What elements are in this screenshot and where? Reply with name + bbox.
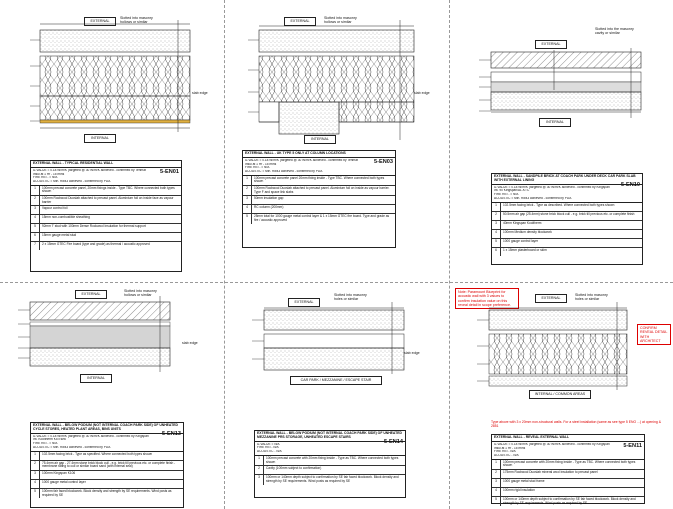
table-row: [31, 196, 181, 206]
row-number: 2: [255, 466, 264, 474]
desc-line: Insul at 1 Hr - 15 mins: [245, 162, 277, 166]
row-text: 100mm fair faced blockwork. Block density and strength by SE requirements. Wind posts as required by SE: [42, 488, 172, 497]
table-row: [492, 488, 644, 497]
spec-table: [254, 430, 406, 498]
desc-line: ACOUSTIC = Min. Rw43 achieved - confirmed by PDA: [33, 445, 111, 449]
table-row: [31, 452, 183, 461]
table-row: [243, 214, 395, 223]
callout-note: Slotted into masonry hollows or similar: [124, 289, 157, 297]
external-label: EXTERNAL: [535, 294, 567, 303]
spec-title: EXTERNAL WALL - UK TYPE 5 ONLY AT COLUMN LOCATIONS: [243, 151, 395, 158]
spec-title: EXTERNAL WALL - BELOW PODIUM (NOT INTERNAL COACH PARK SIDE) OF UNHEATED MEZZANINE PRS STORAGE, UNHEATED ESCAPE STAIRS: [255, 431, 405, 442]
external-label: EXTERNAL: [535, 40, 567, 49]
slab-edge-label: slab edge: [192, 91, 208, 95]
row-number: 1: [255, 456, 264, 465]
table-row: [31, 224, 181, 233]
internal-label: CAR PARK / MEZZANINE / ESCAPE STAIR: [290, 376, 382, 385]
callout-note: Slotted into masonry hollows or similar: [324, 16, 357, 24]
desc-line: FIRE REI - = N/A: [245, 166, 270, 170]
table-row: [31, 242, 181, 250]
table-row: [492, 212, 642, 221]
table-row: [492, 479, 644, 488]
table-row: [492, 221, 642, 230]
spec-desc: [31, 434, 183, 452]
row-text: 92mm 'I' stud with 100mm Dense Rockwool Insulation for thermal support: [42, 224, 146, 229]
wall-section-drawing: [449, 0, 673, 160]
table-row: [31, 233, 181, 242]
row-number: 3: [31, 471, 40, 479]
desc-line: Int. 90 Kingspan/AL-KTC: [494, 189, 530, 193]
desc-line: Insul at 1 Hr - 15 mins: [494, 446, 526, 450]
row-text: 100mm Kingspan K106: [42, 470, 76, 475]
row-number: 5: [31, 224, 40, 232]
internal-label: INTERNAL / COMMON AREAS: [529, 390, 591, 399]
table-row: [492, 239, 642, 248]
row-text: 1000 gauge metal control layer: [42, 479, 86, 484]
desc-line: FIRE REI - = N/A: [33, 442, 58, 446]
desc-line: U-VALUE = 0.18 W/m²K (targeted @ 30 W/m²K achieved - confirmed by Tenmat: [33, 168, 146, 172]
row-text: 50.5mm air gap (25.4mm) stone brick block cull - e.g. brick till previous etc. or complete finish: [503, 211, 635, 216]
spec-table: [30, 422, 184, 508]
callout-note: Slotted into masonry holes or similar: [575, 293, 608, 301]
spec-table: [491, 434, 645, 504]
desc-line: FIRE REI - N/A: [494, 450, 516, 454]
row-number: 2: [243, 186, 252, 195]
desc-line: U-VALUE = 0.18 W/m²K (targeted @ 30 W/m²K achieved - confirmed by Kingspan: [494, 185, 610, 189]
desc-line: ACOUSTIC - N/A: [257, 450, 282, 454]
spec-table: [242, 150, 396, 248]
external-label: EXTERNAL: [84, 17, 116, 26]
row-text: 100mm rigid insulation: [503, 487, 535, 492]
table-row: [492, 203, 642, 212]
spec-desc: [492, 442, 644, 460]
detail-panel-5-en03: [224, 0, 449, 282]
row-text: Vapour control foil: [42, 206, 68, 211]
desc-line: ACOUSTIC = Min. Rw43 achieved - confirmed by PDA: [494, 196, 572, 200]
spec-desc: [31, 168, 181, 186]
desc-line: FIRE REI - = N/A: [494, 193, 519, 197]
callout-note: Slotted into masonry holes or similar: [334, 293, 367, 301]
table-row: [255, 475, 405, 484]
desc-line: ACOUSTIC = Min. Rw43 achieved - confirmed by PDA: [33, 179, 111, 183]
red-note: Note: Paramount Blueprint for acoustic wall with 3 values to confirm insulation value on this reveal detail in scope preference.: [455, 288, 519, 309]
spec-code: 5-EN13: [162, 431, 181, 437]
internal-label: INTERNAL: [84, 134, 116, 143]
spec-code: 5-EN01: [160, 169, 179, 175]
spec-code: 5-EN14: [384, 439, 403, 445]
row-number: 3: [31, 206, 40, 214]
row-number: 4: [31, 215, 40, 223]
row-number: 6: [31, 233, 40, 241]
desc-line: U-VALUE = N/A: [257, 442, 280, 446]
row-text: 1 x 15mm plasterboard or skim: [503, 247, 547, 252]
spec-code: 5-EN11: [623, 443, 642, 449]
row-text: 100mm precast concrete panel, 20mm fixings inside - Type TBC. Where connected both types shown: [42, 185, 175, 194]
table-row: [31, 471, 183, 480]
table-row: [255, 456, 405, 466]
desc-line: Int. Kooltherm K5 EWB: [33, 438, 66, 442]
callout-note: Slotted into masonry hollows or similar: [120, 16, 153, 24]
row-number: 2: [492, 470, 501, 478]
spec-title: EXTERNAL WALL - SANDPILE BRICK AT COACH PARK UNDER DECK CAR PARK SLAB WITH EXTERNAL LINING: [492, 174, 642, 185]
table-row: [31, 215, 181, 224]
spec-table: [30, 160, 182, 272]
row-number: 2: [492, 212, 501, 220]
detail-panel-5-en10: [449, 0, 673, 282]
row-text: 100mm precast concrete with 20mm fixing inside - Type as TBC. Where connected both types shown: [266, 455, 399, 464]
slab-edge-label: slab edge: [182, 341, 198, 345]
row-text: 1000 gauge metal stud frame: [503, 478, 545, 483]
row-text: 15mm gauge metal stud: [42, 233, 77, 238]
row-number: 3: [243, 196, 252, 204]
row-text: 100mm precast concrete with 20mm fixing inside - Type as TBC. Where connected both types shown: [503, 459, 636, 468]
red-bottom-note: Type above with 3 x 20mm non-structural walls. For a steel installation (same as see type 5 ENO ...) at opening & 2851: [491, 420, 661, 429]
row-number: 3: [492, 479, 501, 487]
table-row: [492, 460, 644, 470]
spec-title: EXTERNAL WALL - BELOW PODIUM (NOT INTERNAL COACH PARK SIDE) OF UNHEATED CYCLE STORES, HEATED PLANT AREAS, BINS UNITS: [31, 423, 183, 434]
internal-label: INTERNAL: [304, 135, 336, 144]
row-number: 4: [492, 488, 501, 496]
row-text: 102.5mm facing brick - Type as described. Where connected both types shown: [503, 202, 615, 207]
row-text: RC column (200mm): [254, 205, 284, 210]
detail-panel-5-en11: [449, 282, 673, 509]
table-row: [31, 461, 183, 471]
red-side-note: CONFIRM REVEAL DETAIL WITH ARCHITECT: [637, 324, 671, 345]
spec-desc: [492, 185, 642, 203]
row-text: 75.4mm air gap - 27.4mm stone brick block cull - e.g. brick till previous etc. or complete finish - membrane rating to cull or similar board sand (with internal seal): [42, 460, 176, 469]
row-text: 100mm precast concrete panel 20mm fixing inside - Type TBC. Where connected both types shown: [254, 175, 385, 184]
row-text: 102.5mm facing brick - Type as specified. Where connected both types shown: [42, 451, 153, 456]
row-text: 25mm total for 1000 gauge metal control layer & 1 x 15mm GTEC fire board. Type and grade as fire / acoustic approved: [254, 214, 390, 222]
spec-code: 5-EN10: [621, 182, 640, 188]
desc-line: U-VALUE = 0.18 W/m²K (targeted @ 30 W/m²K achieved - confirmed by Tenmat: [245, 158, 358, 162]
desc-line: FIRE REI - = N/A: [33, 176, 58, 180]
row-text: 100mm Rockwool Duoslab attached to precast panel. Aluminium foil on inside as vapour barrier. Type F and space link slabs: [254, 185, 390, 194]
row-text: 175mm Rockwool Duoslab mineral wool insulation to precast panel: [503, 469, 598, 474]
table-row: [31, 206, 181, 215]
row-text: Cavity (100mm subject to confirmation): [266, 466, 322, 471]
row-number: 2: [31, 196, 40, 205]
detail-panel-5-en14: [224, 282, 449, 509]
table-row: [243, 176, 395, 186]
row-number: 1: [243, 176, 252, 185]
slab-edge-label: slab edge: [404, 351, 420, 355]
table-row: [243, 205, 395, 214]
row-number: 3: [255, 475, 264, 484]
spec-desc: [255, 442, 405, 456]
table-row: [243, 186, 395, 196]
row-number: 2: [31, 461, 40, 470]
table-row: [31, 489, 183, 498]
wall-section-drawing: [0, 282, 224, 392]
row-text: 2 x 15mm GTEC Fire board (type and grade) as thermal / acoustic approved: [42, 242, 150, 247]
row-number: 5: [492, 497, 501, 506]
row-number: 1: [31, 452, 40, 460]
wall-section-drawing: [224, 0, 449, 160]
table-row: [31, 186, 181, 196]
slab-edge-label: slab edge: [414, 91, 430, 95]
desc-line: U-VALUE = 0.18 W/m²K (targeted @ 30 W/m²K achieved - confirmed by Kingspan: [33, 434, 149, 438]
row-number: 7: [31, 242, 40, 250]
desc-line: Insul at 1 Hr - 15 mins: [33, 172, 65, 176]
spec-desc: [243, 158, 395, 176]
external-label: EXTERNAL: [284, 17, 316, 26]
row-text: 100mm Medium density blockwork: [503, 229, 552, 234]
row-text: 1000 gauge control layer: [503, 238, 539, 243]
row-number: 5: [243, 214, 252, 223]
row-text: 100mm Rockwool Duoslab attached to precast panel. Aluminium foil on inside face as vapour barrier: [42, 195, 174, 204]
row-text: 100mm or 140mm depth subject to confirmation by SE fair faced blockwork. Block density and strength by SE requirements. Wind posts as required by SE: [266, 475, 399, 483]
row-number: 1: [31, 186, 40, 195]
table-row: [492, 470, 644, 479]
spec-title: EXTERNAL WALL - REVEAL EXTERNAL WALL: [492, 435, 644, 442]
table-row: [492, 230, 642, 239]
desc-line: FIRE REI - N/A: [257, 446, 279, 450]
spec-table: [491, 173, 643, 265]
desc-line: ACOUSTIC = Min. Rw43 achieved - confirmed by PDA: [245, 169, 323, 173]
row-number: 4: [31, 480, 40, 488]
row-number: 3: [492, 221, 501, 229]
detail-panel-5-en01: [0, 0, 224, 282]
row-number: 5: [492, 239, 501, 247]
table-row: [492, 497, 644, 506]
table-row: [492, 248, 642, 256]
row-number: 1: [492, 460, 501, 469]
external-label: EXTERNAL: [288, 298, 320, 307]
row-number: 1: [492, 203, 501, 211]
internal-label: INTERNAL: [539, 118, 571, 127]
desc-line: ACOUSTIC - N/A: [494, 453, 519, 457]
row-text: 15mm non-combustible sheathing: [42, 215, 90, 220]
desc-line: U-VALUE = 0.18 W/m²K (targeted @ 30 W/m²K achieved - confirmed by Kingspan: [494, 442, 610, 446]
detail-panel-5-en13: [0, 282, 224, 509]
external-label: EXTERNAL: [75, 290, 107, 299]
table-row: [255, 466, 405, 475]
spec-code: 5-EN03: [374, 159, 393, 165]
spec-title: EXTERNAL WALL - TYPICAL RESIDENTIAL WALL: [31, 161, 181, 168]
row-text: 40mm Kingspan Kooltherm: [503, 220, 542, 225]
row-text: 100mm or 140mm depth subject to confirmation by SE fair faced blockwork. Block density and strength by SE requirements. Wind posts as required by SE: [503, 496, 636, 505]
callout-note: Slotted into the masonry cavity or similar: [595, 27, 634, 35]
row-number: 6: [492, 248, 501, 256]
row-number: 4: [243, 205, 252, 213]
row-number: 5: [31, 489, 40, 498]
internal-label: INTERNAL: [80, 374, 112, 383]
table-row: [31, 480, 183, 489]
row-text: 50mm insulation gap: [254, 196, 284, 201]
table-row: [243, 196, 395, 205]
row-number: 4: [492, 230, 501, 238]
